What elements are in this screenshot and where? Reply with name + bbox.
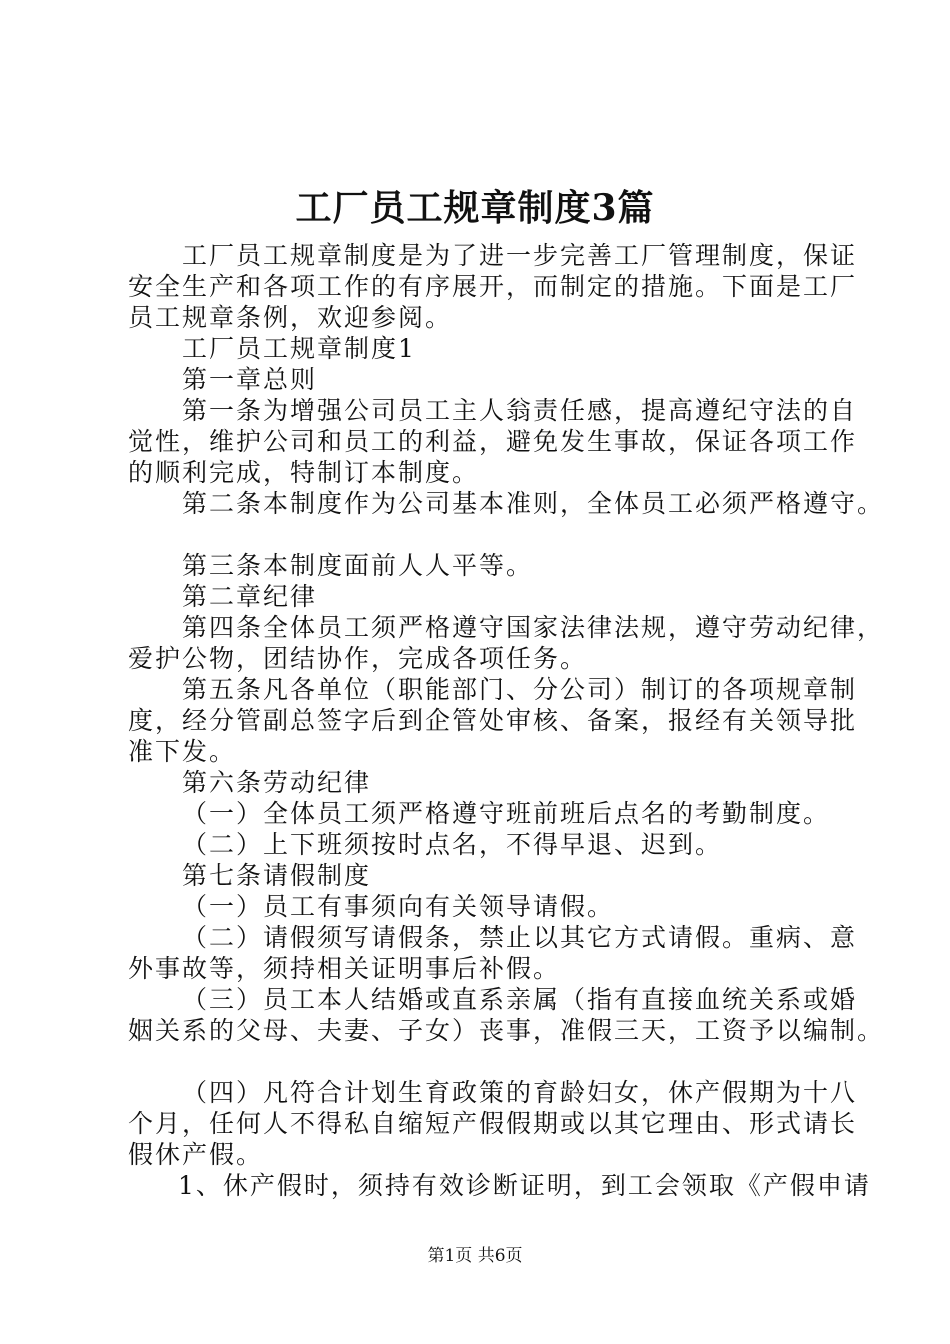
paragraph-line: 觉性，维护公司和员工的利益，避免发生事故，保证各项工作 (128, 427, 858, 456)
list-item: （三）员工本人结婚或直系亲属（指有直接血统关系或婚 (182, 985, 858, 1014)
blank-line (128, 1046, 840, 1077)
blank-line (128, 519, 840, 550)
paragraph-line: 度，经分管副总签字后到企管处审核、备案，报经有关领导批 (128, 706, 858, 735)
list-item: 1、休产假时，须持有效诊断证明，到工会领取《产假申请 (178, 1171, 871, 1200)
paragraph-line: 员工规章条例，欢迎参阅。 (128, 303, 453, 332)
list-item: （四）凡符合计划生育政策的育龄妇女，休产假期为十八 (182, 1078, 858, 1107)
paragraph-line: 个月，任何人不得私自缩短产假假期或以其它理由、形式请长 (128, 1109, 858, 1138)
paragraph-line: 第五条凡各单位（职能部门、分公司）制订的各项规章制 (182, 675, 858, 704)
paragraph-line: 爱护公物，团结协作，完成各项任务。 (128, 644, 588, 673)
page-number-footer: 第1页 共6页 (427, 1246, 523, 1266)
document-title: 工厂员工规章制度3篇 (295, 187, 655, 229)
chapter-heading: 第一章总则 (182, 365, 318, 394)
document-body (128, 240, 885, 1201)
paragraph-line: 假休产假。 (128, 1140, 264, 1169)
paragraph-line: 准下发。 (128, 737, 237, 766)
list-item: （二）上下班须按时点名，不得早退、迟到。 (182, 830, 723, 859)
paragraph-line: 安全生产和各项工作的有序展开，而制定的措施。下面是工厂 (128, 272, 858, 301)
list-item: （二）请假须写请假条，禁止以其它方式请假。重病、意 (182, 923, 858, 952)
paragraph-line: 姻关系的父母、夫妻、子女）丧事，准假三天，工资予以编制。 (128, 1016, 885, 1045)
list-item: （一）全体员工须严格遵守班前班后点名的考勤制度。 (182, 799, 831, 828)
paragraph-line: 第四条全体员工须严格遵守国家法律法规，遵守劳动纪律， (182, 613, 885, 642)
article-heading: 第六条劳动纪律 (182, 768, 372, 797)
article-heading: 第七条请假制度 (182, 861, 372, 890)
paragraph-line: 第三条本制度面前人人平等。 (182, 551, 534, 580)
paragraph-line: 的顺利完成，特制订本制度。 (128, 458, 480, 487)
chapter-heading: 第二章纪律 (182, 582, 318, 611)
paragraph-line: 第二条本制度作为公司基本准则，全体员工必须严格遵守。 (182, 489, 885, 518)
paragraph-line: 外事故等，须持相关证明事后补假。 (128, 954, 561, 983)
paragraph-line: 第一条为增强公司员工主人翁责任感，提高遵纪守法的自 (182, 396, 858, 425)
paragraph-line: 工厂员工规章制度是为了进一步完善工厂管理制度，保证 (182, 241, 858, 270)
section-heading: 工厂员工规章制度1 (182, 334, 416, 363)
list-item: （一）员工有事须向有关领导请假。 (182, 892, 615, 921)
